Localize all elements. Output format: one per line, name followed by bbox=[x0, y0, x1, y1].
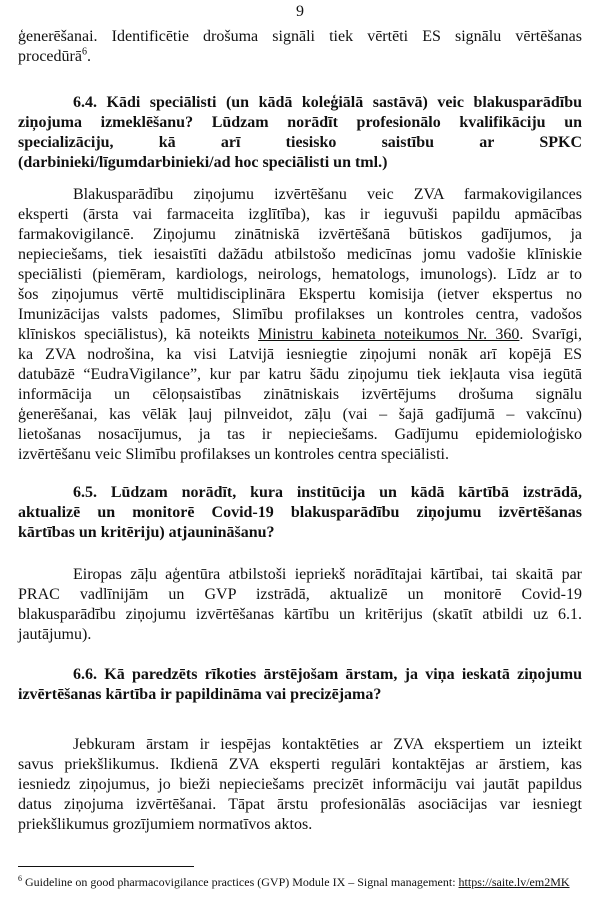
text-line: jautājumu). bbox=[18, 626, 92, 643]
text-line: Blakusparādību ziņojumu izvērtēšanu veic ZVA farmakovigilances bbox=[73, 186, 582, 203]
text-line: 6.5. Lūdzam norādīt, kura institūcija un kādā kārtībā izstrādā, bbox=[73, 484, 582, 501]
text-line: priekšlikumus grozījumiem normatīvos aktos. bbox=[18, 816, 313, 833]
footnote-text: Guideline on good pharmacovigilance practices (GVP) Module IX – Signal management: bbox=[22, 875, 459, 889]
paragraph-intro bbox=[18, 27, 582, 67]
text-line: kārtības un kritēriju) atjaunināšanu? bbox=[18, 524, 275, 541]
text-line: Eiropas zāļu aģentūra atbilstoši iepriekš norādītajai kārtībai, tai skaitā par bbox=[73, 566, 582, 583]
footnote-link[interactable]: https://saite.lv/em2MK bbox=[458, 875, 570, 889]
page-number: 9 bbox=[296, 3, 304, 20]
question-6-5-heading bbox=[18, 483, 582, 543]
regulation-link[interactable]: Ministru kabineta noteikumos Nr. 360 bbox=[258, 326, 520, 343]
text-line: iesniedz ziņojumus, jo bieži nepieciešams precizēt informāciju vai jautāt papildus bbox=[18, 776, 582, 793]
text-line: aktualizē un monitorē Covid-19 blakusparādību ziņojumu izvērtēšanas bbox=[18, 504, 582, 521]
text-segment: . bbox=[86, 48, 91, 65]
text-segment: procedūrā bbox=[18, 48, 82, 65]
text-line: (darbinieki/līgumdarbinieki/ad hoc speciālisti un tml.) bbox=[18, 154, 388, 171]
text-line: izvērtēšanas kārtība ir papildināma vai precizējama? bbox=[18, 686, 382, 703]
text-line: ģenerēšanai. Identificētie drošuma signāli tiek vērtēti ES signālu vērtēšanas bbox=[18, 28, 582, 45]
text-line: ģenerēšanai, kas vēlāk ļauj pilnveidot, zāļu (vai – šajā gadījumā – vakcīnu) bbox=[18, 406, 582, 423]
text-line: specializāciju, kā arī tiesisko saistību ar SPKC bbox=[18, 134, 582, 151]
text-line bbox=[18, 325, 582, 345]
footnote bbox=[18, 874, 582, 890]
text-line: datubāzē “EudraVigilance”, kur par katru šādu ziņojumu tiek iekļauta visa iegūtā bbox=[18, 366, 582, 383]
text-line: 6.4. Kādi speciālisti (un kādā koleģiālā sastāvā) veic blakusparādību bbox=[73, 94, 582, 111]
text-segment: . Svarīgi, bbox=[519, 326, 582, 343]
question-6-6-heading bbox=[18, 665, 582, 705]
text-line bbox=[18, 47, 582, 67]
text-line: ka ZVA nodrošina, ka visi Latvijā iesniegtie ziņojumi nonāk arī kopējā ES bbox=[18, 346, 582, 363]
text-line: informācija un cēloņsaistības zinātniskais izvērtējums drošuma signālu bbox=[18, 386, 582, 403]
text-line: Jebkuram ārstam ir iespējas kontaktēties ar ZVA ekspertiem un izteikt bbox=[73, 736, 582, 753]
question-6-4-heading bbox=[18, 93, 582, 173]
text-line: 6.6. Kā paredzēts rīkoties ārstējošam ārstam, ja viņa ieskatā ziņojumu bbox=[73, 666, 582, 683]
text-line: nepieciešams, tiek iesaistīti dažādu atbilstošo medicīnas jomu vadošie klīniskie bbox=[18, 246, 582, 263]
footnote-reference: 6 bbox=[81, 46, 87, 58]
text-line: lietošanas nosacījumus, ja tas ir nepieciešams. Gadījumu epidemioloģisko bbox=[18, 426, 582, 443]
text-segment: klīniskos speciālistus), kā noteikts bbox=[18, 326, 259, 343]
text-line: eksperti (ārsta vai farmaceita izglītība), kas ir ieguvuši papildu apmācības bbox=[18, 206, 582, 223]
text-line: farmakovigilancē. Ziņojumu zinātniskā izvērtēšanā būtiskos gadījumos, ja bbox=[18, 226, 582, 243]
text-line: blakusparādību ziņojumu izvērtēšanas kārtību un kritērijus (skatīt atbildi uz 6.1. bbox=[18, 606, 582, 623]
answer-6-6-paragraph bbox=[18, 735, 582, 835]
text-line: datus ziņojuma izvērtēšanai. Tāpat ārstu profesionālās asociācijas var iesniegt bbox=[18, 796, 582, 813]
answer-6-5-paragraph bbox=[18, 565, 582, 645]
text-line: izvērtēšanu veic Slimību profilakses un kontroles centra speciālisti. bbox=[18, 446, 449, 463]
answer-6-4-paragraph bbox=[18, 185, 582, 465]
footnote-mark: 6 bbox=[18, 874, 22, 883]
text-line: šos ziņojumus vērtē multidisciplināra Ekspertu komisija (ietver ekspertus no bbox=[18, 286, 582, 303]
text-line: speciālisti (piemēram, kardiologs, neirologs, hematologs, imunologs). Līdz ar to bbox=[18, 266, 582, 283]
footnote-separator bbox=[18, 866, 194, 867]
text-line: Imunizācijas valsts padomes, Slimību profilakses un kontroles centra, vadošos bbox=[18, 306, 582, 323]
text-line: savus priekšlikumus. Ikdienā ZVA eksperti regulāri kontaktējas ar ārstiem, kas bbox=[18, 756, 582, 773]
text-line: ziņojuma izmeklēšanu? Lūdzam norādīt profesionālo kvalifikāciju un bbox=[18, 114, 582, 131]
text-line: PRAC vadlīnijām un GVP izstrādā, aktualizē un monitorē Covid-19 bbox=[18, 586, 582, 603]
